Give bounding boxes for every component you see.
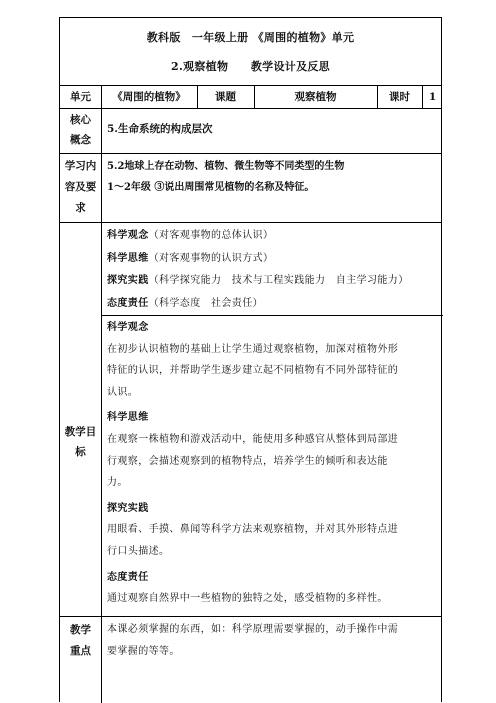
- key-points-label: [60, 620, 101, 662]
- topic-value: 观察植物: [294, 91, 337, 103]
- unit-value: 《周围的植物》: [112, 91, 186, 103]
- detail-heading: 态度责任: [107, 571, 149, 583]
- topic-label: 课题: [215, 91, 236, 103]
- label-line: 标: [75, 446, 86, 458]
- label-line: 容及要: [64, 181, 97, 193]
- document-title: 教科版 一年级上册 《周围的植物》单元: [146, 31, 355, 44]
- row-divider: [101, 315, 443, 316]
- row-divider: [60, 616, 441, 617]
- objectives-label: [60, 422, 101, 462]
- row-divider: [60, 153, 441, 154]
- dimension-desc: （科学态度 社会责任）: [148, 297, 264, 309]
- hours-value: 1: [428, 91, 437, 103]
- objective-details: [107, 317, 437, 610]
- requirement-line: 1～2年级 ③说出周围常见植物的名称及特征。: [107, 182, 315, 193]
- detail-heading: 探究实践: [107, 502, 149, 514]
- core-concept-label: [60, 110, 101, 150]
- detail-line: 力。: [107, 477, 128, 489]
- label-line: 重点: [70, 645, 91, 657]
- dimension-item: [107, 225, 437, 248]
- dimension-name: 态度责任: [107, 297, 149, 309]
- detail-line: 认识。: [107, 386, 139, 398]
- requirements-text: [107, 156, 437, 198]
- label-line: 学习内: [64, 160, 97, 172]
- requirement-line: 5.2地球上存在动物、植物、微生物等不同类型的生物: [107, 161, 345, 172]
- dimension-name: 科学观念: [107, 230, 149, 241]
- label-line: 核心: [70, 114, 91, 126]
- dimension-desc: （对客观事物的总体认识）: [148, 230, 274, 241]
- detail-heading: 科学思维: [107, 412, 149, 424]
- label-line: 教学目: [64, 426, 97, 438]
- detail-line: 在观察一株植物和游戏活动中，能使用多种感官从整体到局部进: [107, 433, 399, 445]
- dimension-item: [107, 293, 437, 316]
- key-point-line: 要掌握的等等。: [107, 645, 180, 657]
- requirements-label: [60, 156, 101, 219]
- dimension-desc: （科学探究能力 技术与工程实践能力 自主学习能力）: [148, 275, 409, 286]
- key-points-text: [107, 619, 437, 662]
- detail-heading: 科学观念: [107, 322, 149, 333]
- detail-line: 行观察，会描述观察到的植物特点，培养学生的倾听和表达能: [107, 455, 388, 467]
- core-concept-text: 5.生命系统的构成层次: [107, 123, 213, 135]
- dimension-name: 科学思维: [107, 252, 149, 264]
- document-subtitle: 2.观察植物 教学设计及反思: [171, 60, 330, 73]
- unit-label: 单元: [70, 91, 91, 103]
- detail-line: 行口头描述。: [107, 545, 170, 557]
- detail-line: 特征的认识，并帮助学生逐步建立起不同植物有不同外部特征的: [107, 365, 399, 377]
- objective-dimensions: [107, 225, 437, 315]
- row-divider: [60, 108, 441, 109]
- row-divider: [60, 85, 441, 86]
- detail-line: 通过观察自然界中一些植物的独特之处，感受植物的多样性。: [107, 593, 388, 605]
- label-line: 教学: [70, 624, 91, 636]
- detail-line: 用眼看、手摸、鼻闻等科学方法来观察植物，并对其外形特点进: [107, 524, 399, 536]
- dimension-item: [107, 270, 437, 293]
- dimension-item: [107, 248, 437, 271]
- label-line: 求: [75, 202, 86, 214]
- dimension-name: 探究实践: [107, 275, 149, 286]
- column-divider: [101, 85, 102, 703]
- row-divider: [60, 222, 441, 223]
- label-line: 概念: [70, 134, 91, 146]
- lesson-plan-document: [59, 17, 442, 702]
- dimension-desc: （对客观事物的认识方式）: [148, 252, 274, 264]
- key-point-line: 本课必须掌握的东西，如：科学原理需要掌握的，动手操作中需: [107, 624, 399, 635]
- hours-label: 课时: [389, 91, 410, 103]
- detail-line: 在初步认识植物的基础上让学生通过观察植物，加深对植物外形: [107, 343, 399, 355]
